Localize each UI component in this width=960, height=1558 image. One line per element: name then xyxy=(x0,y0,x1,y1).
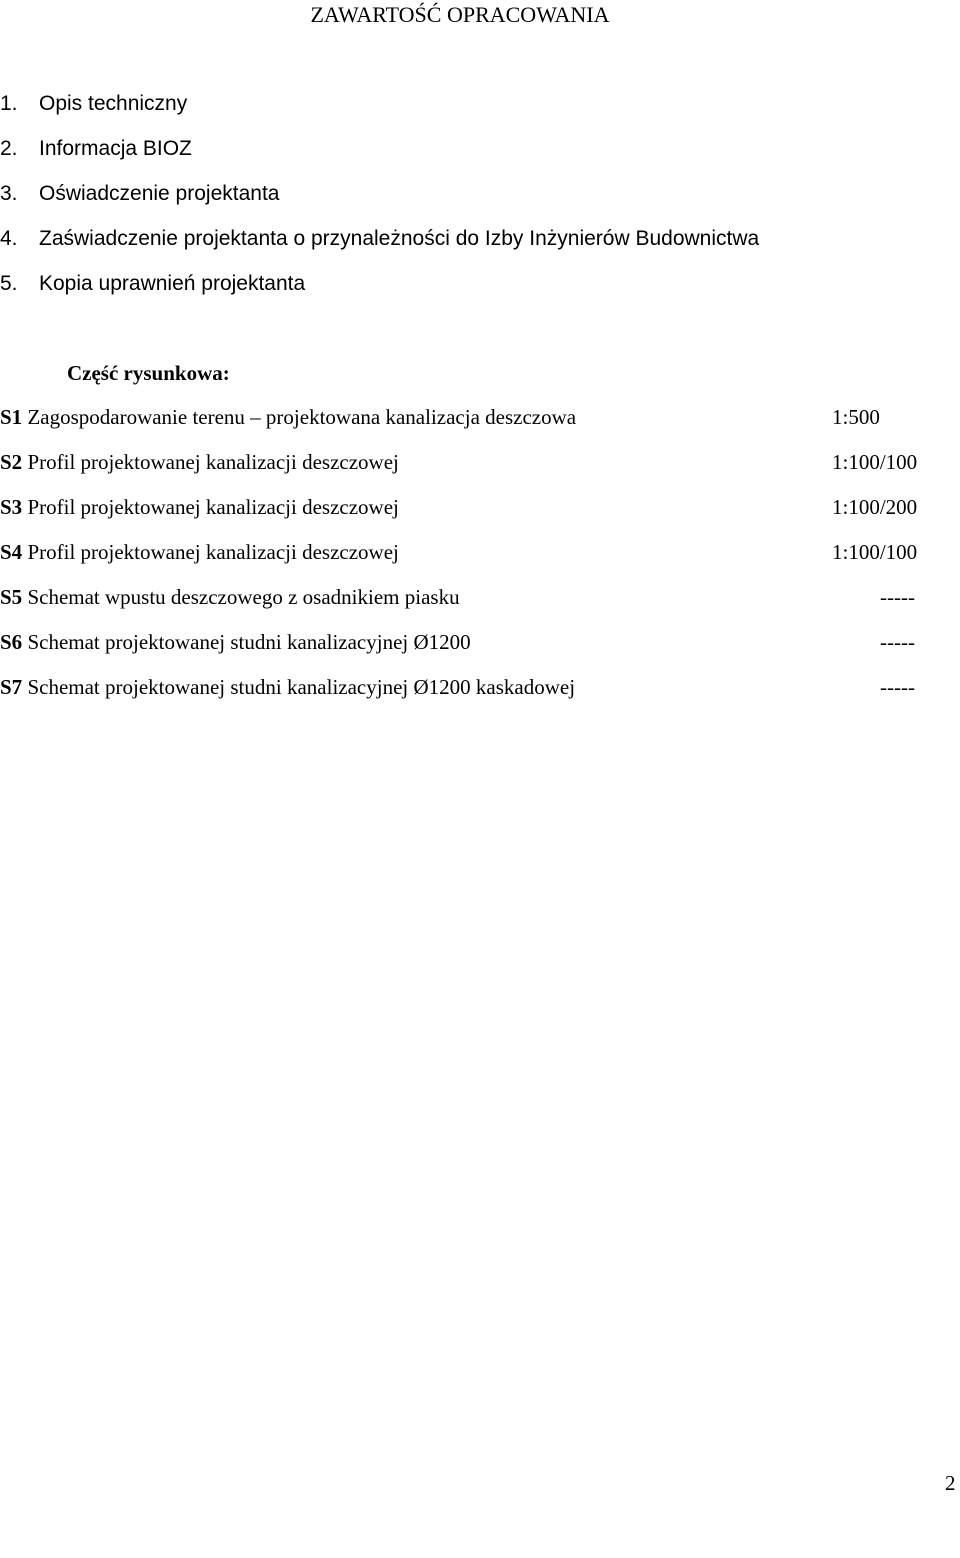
list-item-label: Oświadczenie projektanta xyxy=(39,182,280,205)
drawing-row xyxy=(0,582,960,627)
drawing-title: Schemat projektowanej studni kanalizacyjnej Ø1200 xyxy=(27,630,471,654)
drawing-row xyxy=(0,537,960,582)
list-item-number: 3. xyxy=(0,182,18,205)
drawing-code: S4 xyxy=(0,540,23,564)
list-item xyxy=(0,269,759,314)
drawing-row xyxy=(0,672,960,717)
list-item-label: Zaświadczenie projektanta o przynależności do Izby Inżynierów Budownictwa xyxy=(39,227,760,250)
drawing-title: Profil projektowanej kanalizacji deszczowej xyxy=(27,495,399,519)
drawing-row xyxy=(0,627,960,672)
drawing-title: Zagospodarowanie terenu – projektowana kanalizacja deszczowa xyxy=(27,405,577,429)
list-item-number: 2. xyxy=(0,137,18,160)
page-number: 2 xyxy=(945,1471,956,1495)
list-item-number: 4. xyxy=(0,227,18,250)
drawing-code: S3 xyxy=(0,495,23,519)
drawing-scale: 1:100/100 xyxy=(832,540,918,564)
drawings-heading: Część rysunkowa: xyxy=(67,361,230,385)
list-item-label: Informacja BIOZ xyxy=(39,137,192,160)
drawings-list xyxy=(0,402,960,717)
list-item-label: Kopia uprawnień projektanta xyxy=(39,272,306,295)
contents-list xyxy=(0,89,759,314)
drawing-code: S6 xyxy=(0,630,23,654)
drawing-scale: 1:100/200 xyxy=(832,495,918,519)
drawing-code: S1 xyxy=(0,405,23,429)
drawing-scale: 1:500 xyxy=(832,405,880,429)
drawing-code: S7 xyxy=(0,675,23,699)
drawing-title: Profil projektowanej kanalizacji deszczowej xyxy=(27,540,399,564)
list-item-number: 5. xyxy=(0,272,18,295)
list-item-number: 1. xyxy=(0,92,18,115)
drawing-row xyxy=(0,447,960,492)
list-item xyxy=(0,179,759,224)
drawing-title: Profil projektowanej kanalizacji deszczowej xyxy=(27,450,399,474)
drawing-row xyxy=(0,402,960,447)
list-item xyxy=(0,224,759,269)
drawing-code: S2 xyxy=(0,450,23,474)
drawing-code: S5 xyxy=(0,585,23,609)
list-item xyxy=(0,134,759,179)
list-item-label: Opis techniczny xyxy=(39,92,188,115)
page-title: ZAWARTOŚĆ OPRACOWANIA xyxy=(310,2,610,27)
drawing-title: Schemat projektowanej studni kanalizacyjnej Ø1200 kaskadowej xyxy=(27,675,576,699)
drawing-scale: ----- xyxy=(880,585,915,609)
drawing-scale: ----- xyxy=(880,630,915,654)
drawing-scale: 1:100/100 xyxy=(832,450,918,474)
drawing-title: Schemat wpustu deszczowego z osadnikiem piasku xyxy=(27,585,460,609)
list-item xyxy=(0,89,759,134)
drawing-row xyxy=(0,492,960,537)
drawing-scale: ----- xyxy=(880,675,915,699)
